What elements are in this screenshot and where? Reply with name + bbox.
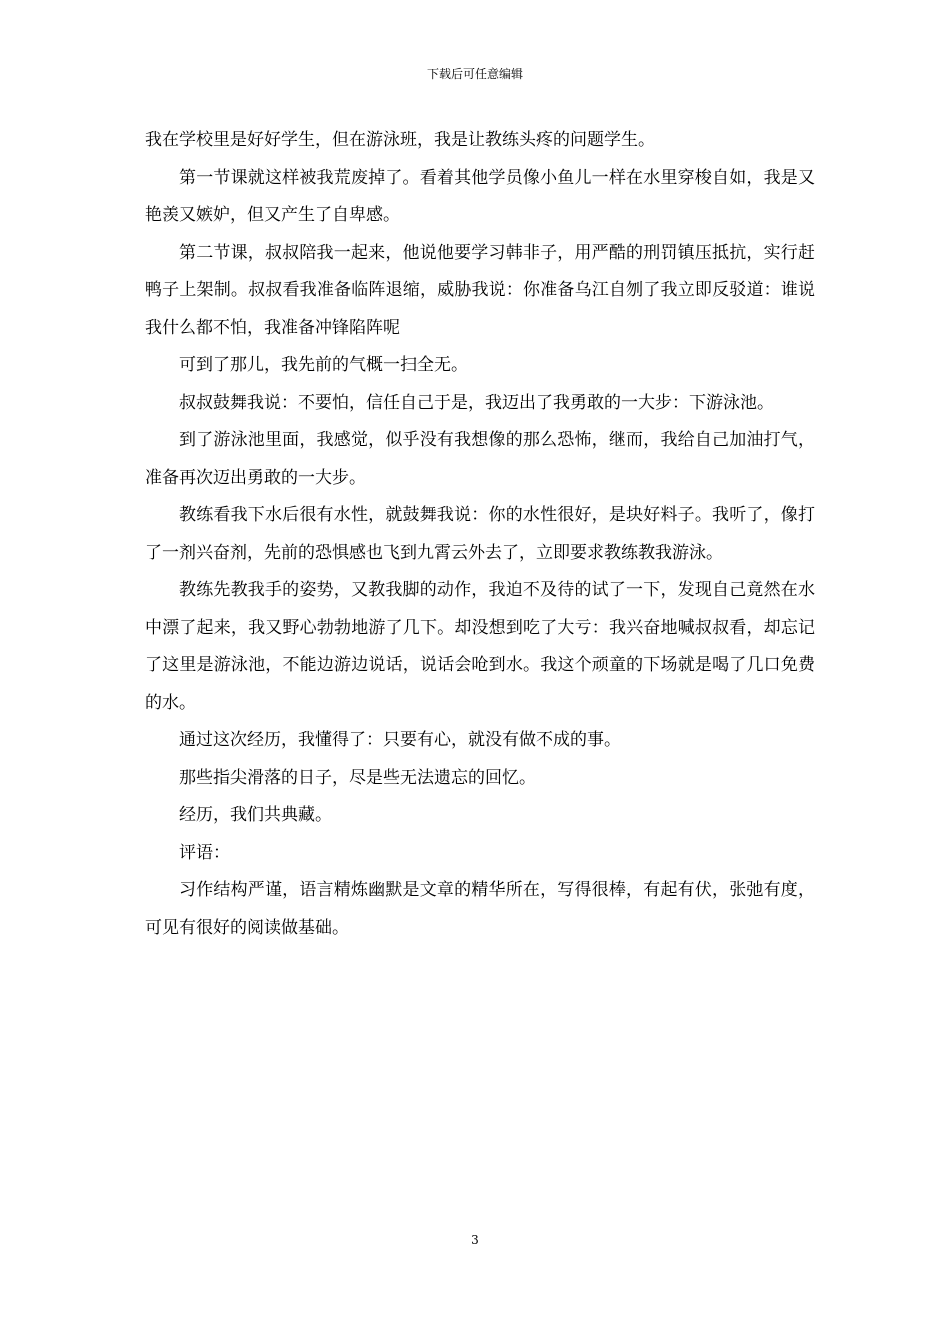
paragraph-11: 经历，我们共典藏。 [179,805,332,825]
paragraph-5: 叔叔鼓舞我说：不要怕，信任自己于是，我迈出了我勇敢的一大步：下游泳池。 [179,392,774,413]
page-number: 3 [471,1233,479,1247]
paragraph-7: 教练看我下水后很有水性，就鼓舞我说：你的水性很好，是块好料子。我听了，像打了一剂兴奋剂，先前的恐惧感也飞到九霄云外去了，立即要求教练教我游泳。 [145,505,815,563]
paragraph-8: 教练先教我手的姿势，又教我脚的动作，我迫不及待的试了一下，发现自己竟然在水中漂了起来，我又野心勃勃地游了几下。却没想到吃了大亏：我兴奋地喊叔叔看，却忘记了这里是游泳池，不能边游边说话，说话会呛到水。我这个顽童的下场就是喝了几口免费的水。 [145,580,815,713]
paragraph-2: 第一节课就这样被我荒废掉了。看着其他学员像小鱼儿一样在水里穿梭自如，我是又艳羡又嫉妒，但又产生了自卑感。 [145,167,815,225]
paragraph-9: 通过这次经历，我懂得了：只要有心，就没有做不成的事。 [179,730,621,750]
paragraph-3: 第二节课，叔叔陪我一起来，他说他要学习韩非子，用严酷的刑罚镇压抵抗，实行赶鸭子上架制。叔叔看我准备临阵退缩，威胁我说：你准备乌江自刎了我立即反驳道：谁说我什么都不怕，我准备冲锋陷阵呢 [145,242,815,338]
paragraph-1: 我在学校里是好好学生，但在游泳班，我是让教练头疼的问题学生。 [145,130,655,150]
comment-text: 习作结构严谨，语言精炼幽默是文章的精华所在，写得很棒，有起有伏，张弛有度，可见有很好的阅读做基础。 [145,880,815,938]
paragraph-10: 那些指尖滑落的日子，尽是些无法遗忘的回忆。 [179,767,536,788]
document-body [145,122,815,947]
comment-heading: 评语： [179,842,230,863]
paragraph-6: 到了游泳池里面，我感觉，似乎没有我想像的那么恐怖，继而，我给自己加油打气，准备再次迈出勇敢的一大步。 [145,430,815,488]
paragraph-4: 可到了那儿，我先前的气概一扫全无。 [179,355,468,375]
page-header: 下载后可任意编辑 [426,67,523,81]
